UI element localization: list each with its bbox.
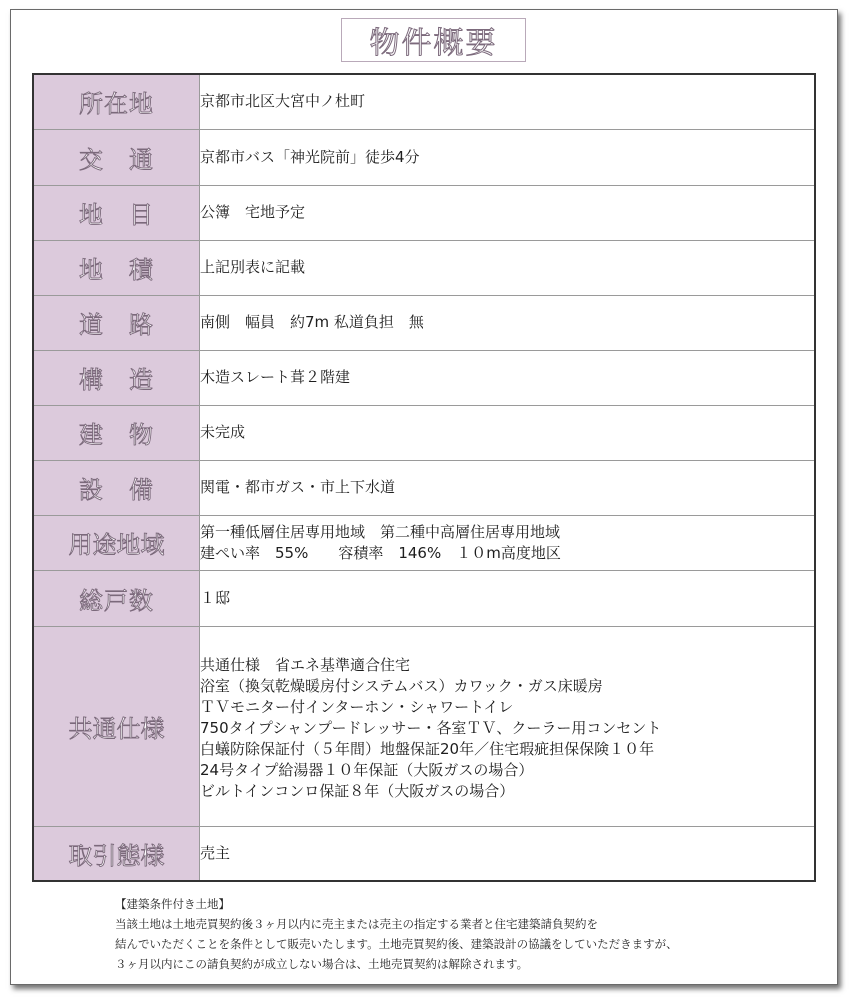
value-line: 京都市バス「神光院前」徒歩4分: [200, 147, 420, 166]
spec-row-land-category: [33, 185, 815, 240]
value-line: 750タイプシャンプードレッサー・各室ＴＶ、クーラー用コンセント: [200, 718, 662, 737]
spec-row-road: [33, 295, 815, 350]
row-value: [200, 129, 816, 185]
row-value: [200, 626, 816, 826]
row-label: 総戸数: [33, 570, 200, 626]
value-line: １邸: [200, 588, 231, 607]
value-line: 浴室（換気乾燥暖房付システムバス）カワック・ガス床暖房: [200, 676, 603, 695]
notes-heading: 【建築条件付き土地】: [115, 897, 230, 911]
spec-row-zoning: [33, 515, 815, 570]
row-value: [200, 570, 816, 626]
row-value: [200, 515, 816, 570]
row-label: 地 目: [33, 185, 200, 240]
spec-row-land-area: [33, 240, 815, 295]
value-line: 第一種低層住居専用地域 第二種中高層住居専用地域: [200, 522, 561, 541]
value-line: 上記別表に記載: [200, 258, 306, 276]
row-value: [200, 350, 816, 405]
row-label: 建 物: [33, 405, 200, 460]
property-sheet: [10, 9, 838, 985]
row-label: 所在地: [33, 74, 200, 129]
notes-line: 当該土地は土地売買契約後３ヶ月以内に売主または売主の指定する業者と住宅建築請負契約を: [115, 917, 598, 931]
row-value: [200, 295, 816, 350]
notes-line: ３ヶ月以内にこの請負契約が成立しない場合は、土地売買契約は解除されます。: [115, 957, 529, 971]
row-value: [200, 185, 816, 240]
value-line: 木造スレート葺２階建: [200, 368, 351, 386]
value-line: 共通仕様 省エネ基準適合住宅: [200, 655, 411, 674]
row-label: 道 路: [33, 295, 200, 350]
row-label: 地 積: [33, 240, 200, 295]
value-line: ＴＶモニター付インターホン・シャワートイレ: [200, 697, 514, 716]
value-line: 売主: [200, 843, 231, 862]
spec-row-transaction-type: [33, 826, 815, 881]
value-line: 未完成: [200, 423, 246, 441]
spec-row-building: [33, 405, 815, 460]
row-label: 交 通: [33, 129, 200, 185]
spec-row-common-specs: [33, 626, 815, 826]
row-value: [200, 240, 816, 295]
value-line: 関電・都市ガス・市上下水道: [200, 478, 396, 496]
page-title: 物件概要: [341, 18, 526, 62]
building-condition-notes: [115, 894, 678, 974]
value-line: 南側 幅員 約7m 私道負担 無: [200, 313, 424, 331]
value-line: 建ぺい率 55% 容積率 146% １０m高度地区: [200, 543, 561, 562]
row-value: [200, 460, 816, 515]
row-value: [200, 405, 816, 460]
notes-line: 結んでいただくことを条件として販売いたします。土地売買契約後、建築設計の協議をしていただきますが、: [115, 937, 678, 951]
value-line: 京都市北区大宮中ノ杜町: [200, 92, 366, 111]
row-value: [200, 826, 816, 881]
spec-row-access: [33, 129, 815, 185]
value-line: 白蟻防除保証付（５年間）地盤保証20年／住宅瑕疵担保保険１０年: [200, 739, 655, 758]
spec-row-facilities: [33, 460, 815, 515]
row-label: 構 造: [33, 350, 200, 405]
property-summary-table: [32, 73, 816, 882]
spec-row-structure: [33, 350, 815, 405]
value-line: 24号タイプ給湯器１０年保証（大阪ガスの場合）: [200, 760, 534, 779]
row-label: 用途地域: [33, 515, 200, 570]
value-line: ビルトインコンロ保証８年（大阪ガスの場合）: [200, 781, 515, 800]
row-label: 共通仕様: [33, 626, 200, 826]
spec-row-total-units: [33, 570, 815, 626]
spec-row-location: [33, 74, 815, 129]
value-line: 公簿 宅地予定: [200, 203, 306, 221]
row-value: [200, 74, 816, 129]
row-label: 取引態様: [33, 826, 200, 881]
row-label: 設 備: [33, 460, 200, 515]
